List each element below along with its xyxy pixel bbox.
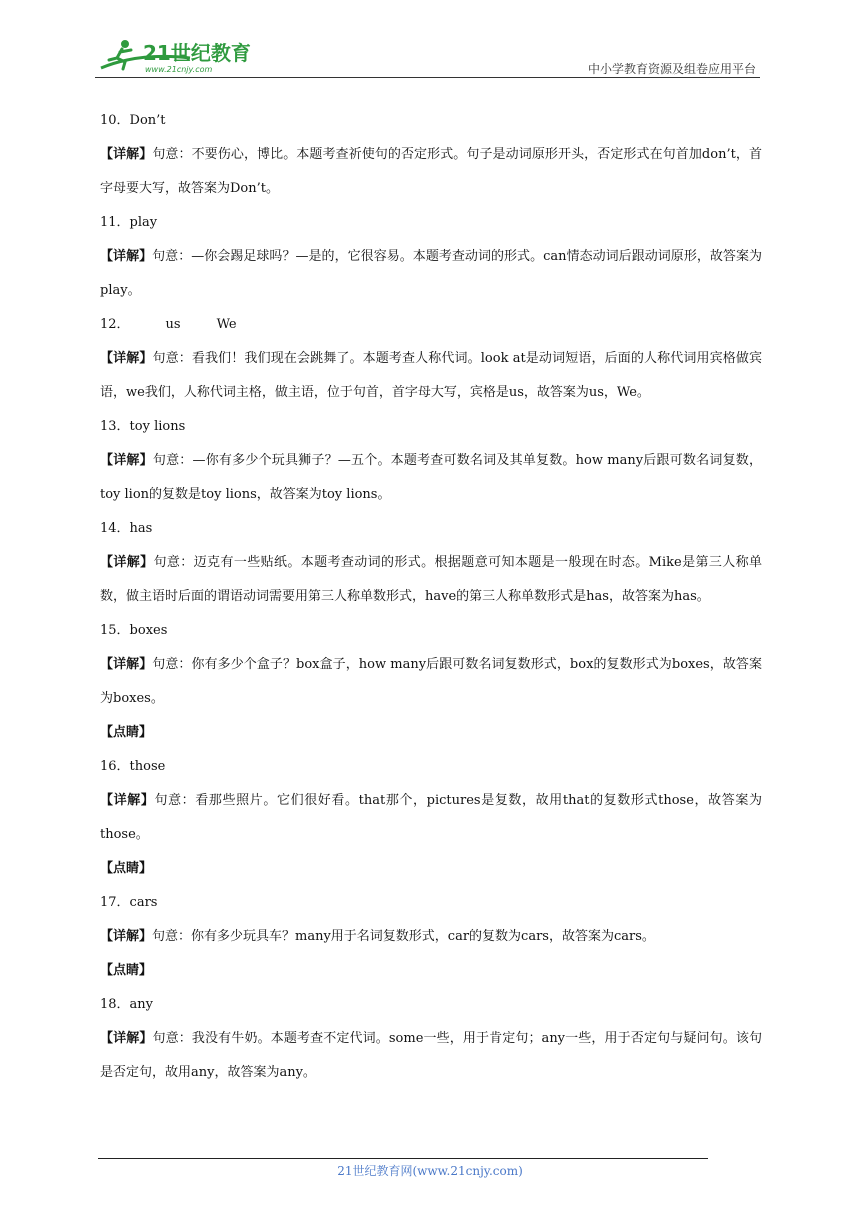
logo-url: www.21cnjy.com [145, 65, 213, 74]
footer-divider [98, 1158, 708, 1159]
question-number-line: 16．those [100, 759, 166, 774]
question-number-line: 18．any [100, 997, 154, 1012]
answer: play [129, 215, 158, 230]
detail-paragraph: 【详解】句意：你有多少个盒子？box盒子，how many后跟可数名词复数形式，box的复数形式为boxes，故答案为boxes。 [100, 657, 762, 706]
detail-paragraph: 【详解】句意：迈克有一些贴纸。本题考查动词的形式。根据题意可知本题是一般现在时态。Mike是第三人称单数，做主语时后面的谓语动词需要用第三人称单数形式，have的第三人称单数形式是has，故答案为has。 [100, 555, 762, 604]
detail-paragraph: 【详解】句意：—你有多少个玩具狮子？—五个。本题考查可数名词及其单复数。how many后跟可数名词复数，toy lion的复数是toy lions，故答案为toy lions。 [100, 453, 762, 502]
question-number-line: 12． us We [100, 317, 237, 332]
question-number-line: 14．has [100, 521, 153, 536]
question-number-line: 17．cars [100, 895, 158, 910]
answer: any [129, 997, 154, 1012]
platform-name: 中小学教育资源及组卷应用平台 [587, 62, 756, 76]
answer: boxes [129, 623, 168, 638]
answer: cars [129, 895, 158, 910]
answer: toy lions [129, 419, 186, 434]
detail-paragraph: 【详解】句意：不要伤心，博比。本题考查祈使句的否定形式。句子是动词原形开头，否定形式在句首加don’t，首字母要大写，故答案为Don’t。 [100, 147, 762, 196]
question-number-line: 13．toy lions [100, 419, 186, 434]
answer: Don’t [129, 113, 166, 128]
answer-list [100, 104, 762, 1090]
point-label: 【点睛】 [100, 963, 153, 978]
detail-paragraph: 【详解】句意：我没有牛奶。本题考查不定代词。some一些，用于肯定句；any一些，用于否定句与疑问句。该句是否定句，故用any，故答案为any。 [100, 1031, 762, 1080]
logo-text: 21世纪教育 [143, 41, 251, 65]
point-label: 【点睛】 [100, 725, 153, 740]
header-divider [95, 77, 760, 78]
site-logo [95, 36, 265, 76]
question-number-line: 10．Don’t [100, 113, 166, 128]
point-label: 【点睛】 [100, 861, 153, 876]
detail-paragraph: 【详解】句意：看那些照片。它们很好看。that那个，pictures是复数，故用that的复数形式those，故答案为those。 [100, 793, 762, 842]
question-number-line: 11．play [100, 215, 158, 230]
detail-paragraph: 【详解】句意：你有多少玩具车？many用于名词复数形式，car的复数为cars，故答案为cars。 [100, 929, 655, 944]
page-header [95, 30, 760, 80]
answer: those [129, 759, 166, 774]
answer: us [165, 317, 181, 332]
footer-link[interactable]: 21世纪教育网(www.21cnjy.com) [337, 1164, 523, 1178]
answer: has [129, 521, 153, 536]
question-number-line: 15．boxes [100, 623, 168, 638]
detail-paragraph: 【详解】句意：看我们！我们现在会跳舞了。本题考查人称代词。look at是动词短语，后面的人称代词用宾格做宾语，we我们，人称代词主格，做主语，位于句首，首字母大写，宾格是us，故答案为us，We。 [100, 351, 762, 400]
answer-2: We [216, 317, 237, 332]
detail-paragraph: 【详解】句意：—你会踢足球吗？—是的，它很容易。本题考查动词的形式。can情态动词后跟动词原形，故答案为play。 [100, 249, 762, 298]
